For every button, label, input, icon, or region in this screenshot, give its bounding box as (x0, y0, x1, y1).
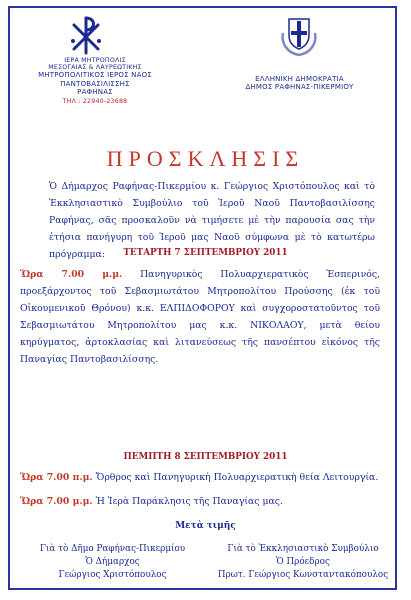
regards-line: Μετὰ τιμῆς (175, 521, 236, 531)
signature-left-line2: Ὁ Δήμαρχος (85, 557, 140, 567)
day2-item1 (20, 469, 380, 486)
day2-heading: ΠΕΜΠΤΗ 8 ΣΕΠΤΕΜΒΡΙΟΥ 2011 (123, 452, 288, 462)
signature-left-line3: Γεώργιος Χριστόπουλος (58, 570, 167, 580)
right-header-line1: ΕΛΛΗΝΙΚΗ ΔΗΜΟΚΡΑΤΙΑ (255, 75, 344, 83)
chi-rho-icon (69, 13, 103, 55)
day2-item2-text: Ἡ Ἱερὰ Παράκλησις τῆς Παναγίας μας. (95, 496, 283, 507)
right-header (222, 75, 377, 91)
left-header-line3: ΜΗΤΡΟΠΟΛΙΤΙΚΟΣ ΙΕΡΟΣ ΝΑΟΣ (38, 71, 152, 80)
day1-heading: ΤΕΤΑΡΤΗ 7 ΣΕΠΤΕΜΒΡΙΟΥ 2011 (123, 248, 288, 258)
left-header-line5: ΡΑΦΗΝΑΣ (77, 87, 113, 96)
day1-time: Ὥρα 7.00 μ.μ. (20, 269, 123, 280)
day2-item1-time: Ὥρα 7.00 π.μ. (20, 472, 93, 483)
intro-text: Ὁ Δήμαρχος Ραφήνας-Πικερμίου κ. Γεώργιος Χριστόπουλος καὶ τὸ Ἐκκλησιαστικὸ Συμβούλιο τοῦ Ἱεροῦ Ναοῦ Παντοβασιλίσσης Ραφήνας, σᾶς προσκαλοῦν νὰ τιμήσετε μὲ τὴν παρουσία σας τὴν ἐτήσια πανήγυρη τοῦ Ἱεροῦ μας Ναοῦ σύμφωνα μὲ τὸ κατωτέρω πρόγραμμα: (49, 181, 375, 260)
signature-right (205, 543, 401, 582)
invitation-title: ΠΡΟΣΚΛΗΣΙΣ (106, 146, 305, 171)
signature-right-line2: Ὁ Πρόεδρος (276, 557, 330, 567)
signature-left-line1: Γιὰ τὸ Δῆμο Ραφήνας-Πικερμίου (39, 544, 186, 554)
left-header-line2: ΜΕΣΟΓΑΙΑΣ & ΛΑΥΡΕΩΤΙΚΗΣ (48, 64, 142, 72)
day1-item (20, 266, 380, 368)
day2-item2 (20, 493, 380, 510)
signature-left (20, 543, 205, 582)
signature-right-line3: Πρωτ. Γεώργιος Κωνσταντακόπουλος (217, 570, 389, 580)
right-header-line2: ΔΗΜΟΣ ΡΑΦΗΝΑΣ-ΠΙΚΕΡΜΙΟΥ (245, 83, 354, 92)
left-header-line4: ΠΑΝΤΟΒΑΣΙΛΙΣΣΗΣ (60, 79, 130, 88)
day2-item1-text: Ὄρθρος καὶ Πανηγυρικὴ Πολυαρχιερατικὴ θεία Λειτουργία. (95, 472, 379, 483)
left-header-phone: ΤΗΛ.: 22940-23688 (62, 97, 128, 105)
signature-right-line1: Γιὰ τὸ Ἐκκλησιαστικὸ Συμβούλιο (227, 544, 379, 554)
left-header-line1: ΙΕΡΑ ΜΗΤΡΟΠΟΛΙΣ (64, 57, 126, 64)
greek-coat-of-arms-icon (279, 13, 319, 57)
left-header (20, 57, 170, 105)
day2-item2-time: Ὥρα 7.00 μ.μ. (20, 496, 93, 507)
day1-text: Πανηγυρικὸς Πολυαρχιερατικὸς Ἑσπερινός, προεξάρχοντος τοῦ Σεβασμιωτάτου Μητροπολίτου Προύσσης (ἐκ τοῦ Οἰκουμενικοῦ Θρόνου) κ.κ. ΕΛΠΙΔΟΦΟΡΟΥ καὶ συγχοροστατοῦντος τοῦ Σεβασμιωτάτου Μητροπολίτου μας κ.κ. ΝΙΚΟΛΑΟΥ, μετὰ θείου κηρύγματος, ἀρτοκλασίας καὶ λιτανεύσεως τῆς πανσέπτου εἰκόνος τῆς Παναγίας Παντοβασιλίσσης. (20, 269, 380, 365)
